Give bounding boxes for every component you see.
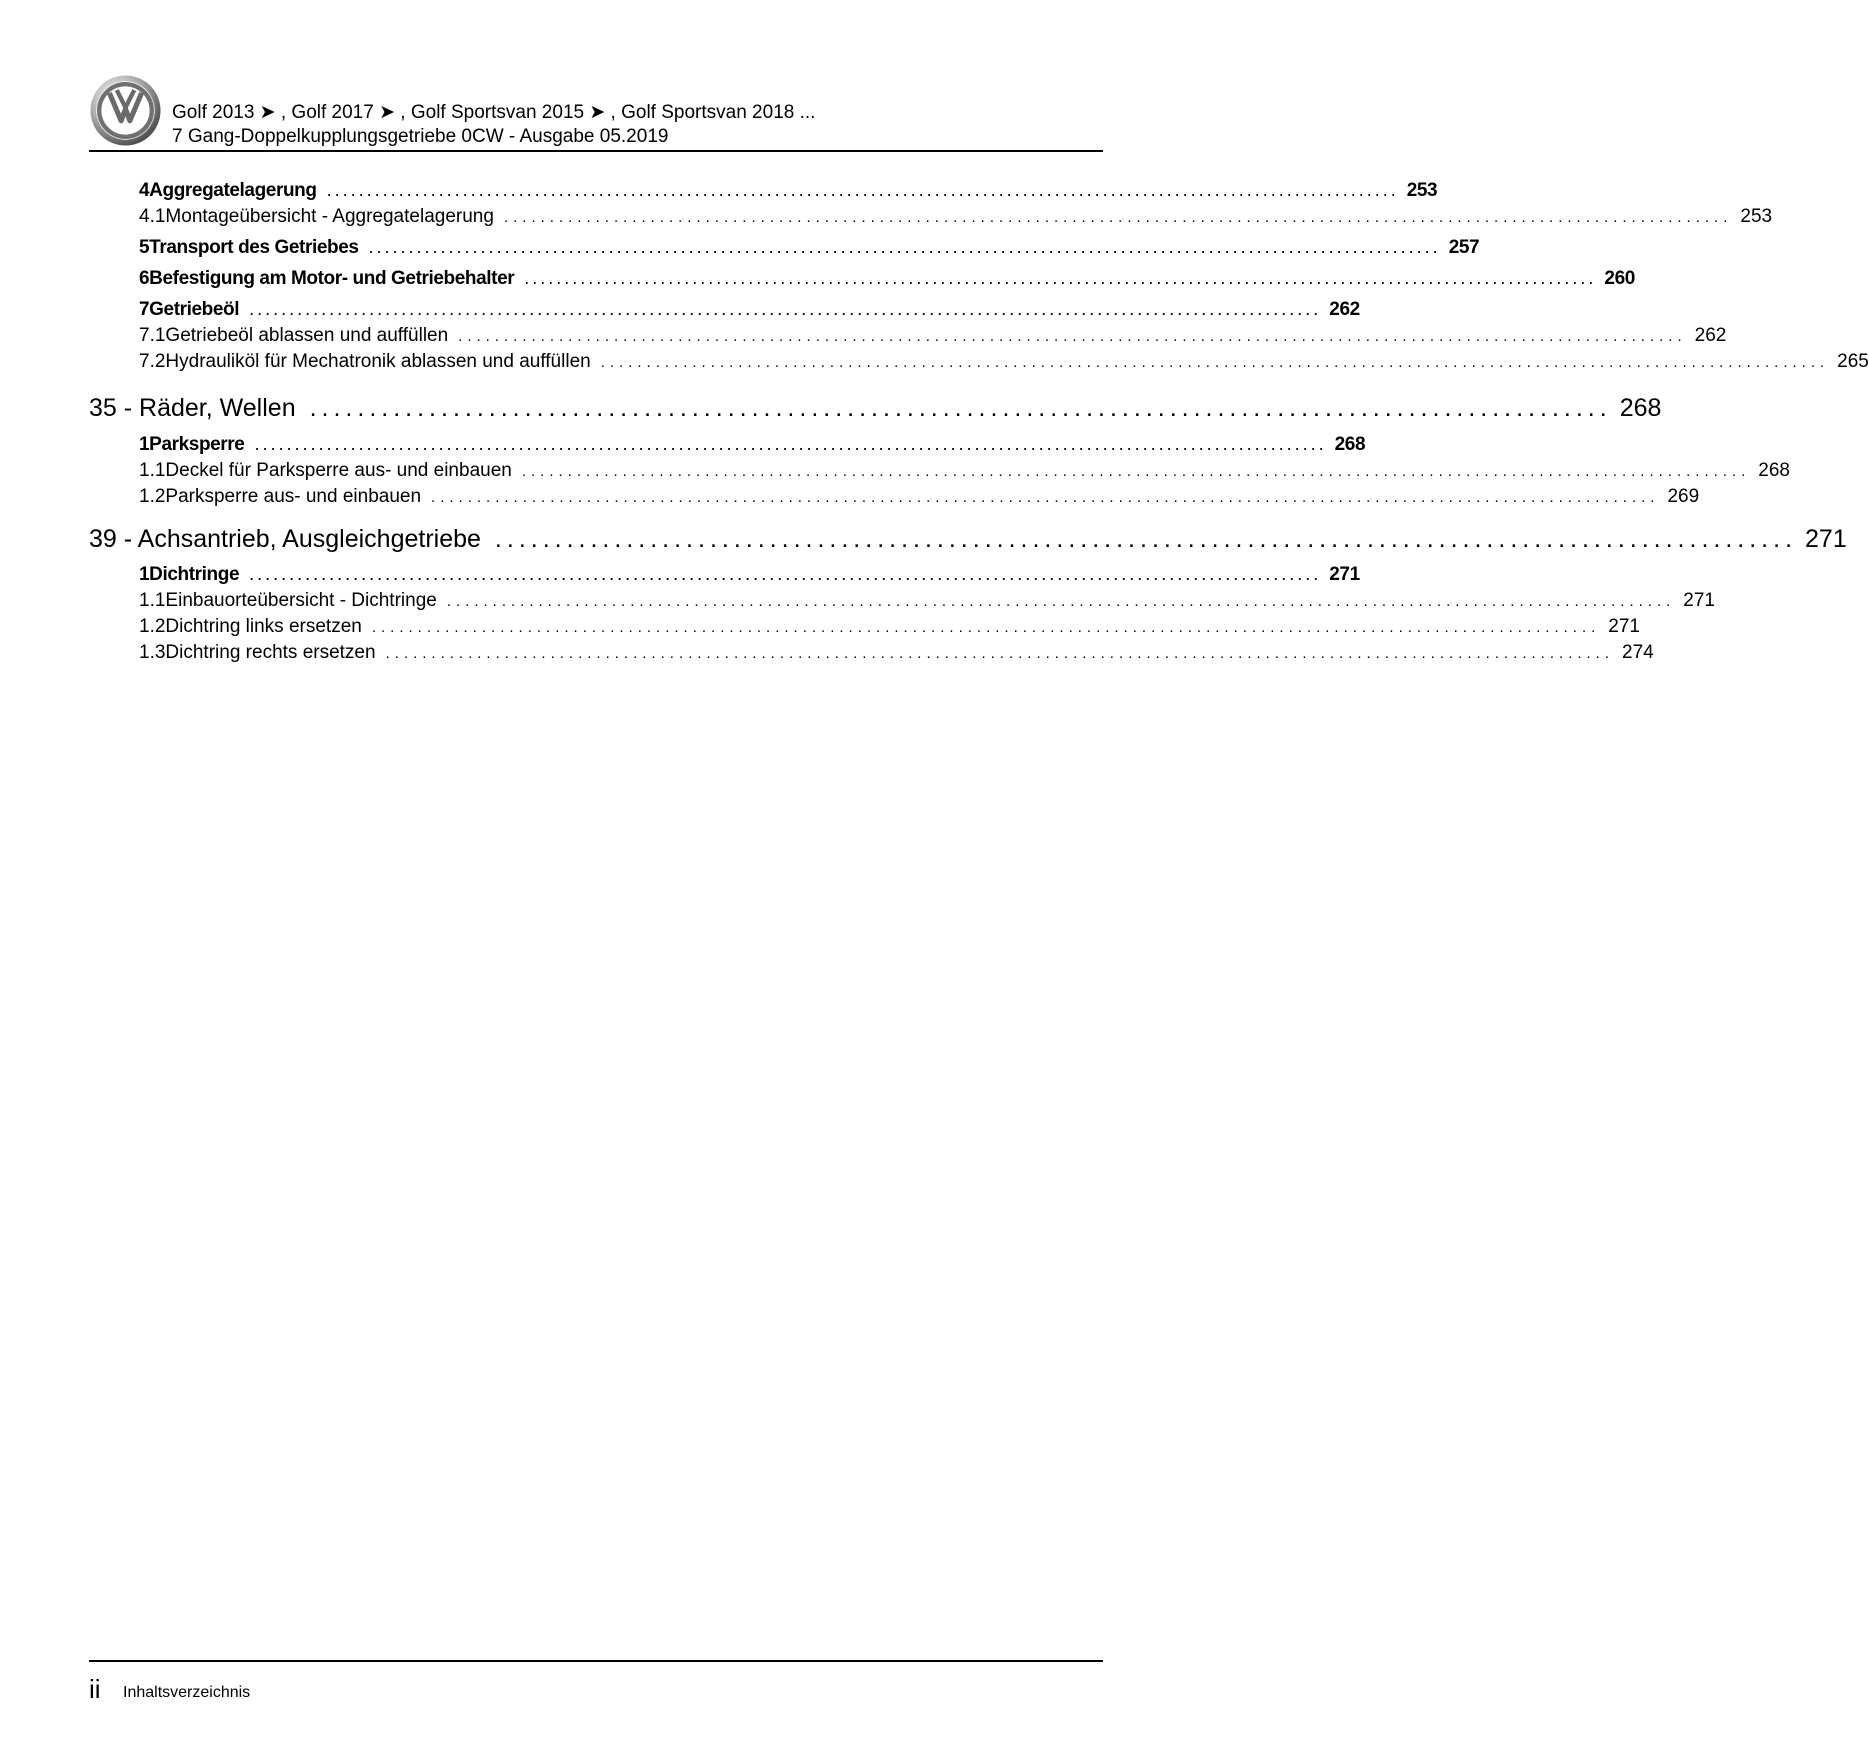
toc-chapter-title: 39 - Achsantrieb, Ausgleichgetriebe	[89, 525, 481, 553]
toc-entry[interactable]	[89, 206, 1773, 228]
dot-leader: ......................................................................................................................................	[431, 489, 1660, 506]
dot-leader: ......................................................................................................................................	[326, 180, 1399, 200]
dot-leader: ......................................................................................................................................	[521, 463, 1751, 480]
toc-entry[interactable]	[89, 460, 1790, 482]
toc-entry[interactable]	[89, 434, 1366, 456]
toc-entry[interactable]	[89, 616, 1640, 638]
toc-entry-page: 253	[1740, 206, 1773, 227]
toc-entry-number: 7.1	[139, 325, 166, 346]
dot-leader: ......................................................................................................................................	[600, 354, 1830, 371]
toc-entry[interactable]	[89, 642, 1654, 664]
toc-entry-number: 1.2	[139, 616, 166, 637]
toc-entry-title: Transport des Getriebes	[149, 237, 359, 258]
toc-entry[interactable]	[89, 180, 1438, 202]
dot-leader: ......................................................................................................................................	[385, 645, 1615, 662]
header-vehicle-models: Golf 2013 ➤ , Golf 2017 ➤ , Golf Sportsvan 2015 ➤ , Golf Sportsvan 2018 ...	[172, 102, 816, 123]
toc-entry-number: 1	[139, 434, 150, 455]
toc-entry-page: 257	[1448, 237, 1480, 258]
toc-entry-page: 271	[1329, 564, 1360, 585]
toc-entry[interactable]	[89, 564, 1360, 586]
toc-entry-number: 4	[139, 180, 150, 201]
toc-chapter[interactable]	[89, 525, 1847, 554]
toc-entry-title: Getriebeöl	[149, 299, 240, 320]
toc-entry[interactable]	[89, 351, 1869, 373]
toc-chapter-title: 35 - Räder, Wellen	[89, 394, 296, 422]
toc-entry-title: Parksperre aus- und einbauen	[165, 486, 422, 507]
toc-entry-number: 1.2	[139, 486, 166, 507]
toc-chapter[interactable]	[89, 394, 1662, 423]
toc-entry-title: Hydrauliköl für Mechatronik ablassen und auffüllen	[165, 351, 591, 372]
toc-entry[interactable]	[89, 299, 1360, 321]
toc-entry-title: Getriebeöl ablassen und auffüllen	[165, 325, 449, 346]
vw-logo-icon	[89, 74, 162, 147]
toc-entry[interactable]	[89, 325, 1727, 347]
toc-entry-page: 253	[1406, 180, 1438, 201]
dot-leader: ......................................................................................................................................	[371, 619, 1601, 636]
footer-section-label: Inhaltsverzeichnis	[123, 1684, 251, 1701]
toc-entry-title: Parksperre	[149, 434, 245, 455]
toc-entry-page: 268	[1758, 460, 1790, 481]
toc-entry-number: 1.1	[139, 590, 166, 611]
toc-entry-page: 262	[1694, 325, 1727, 346]
dot-leader: ......................................................................................................................................	[503, 209, 1733, 226]
toc-entry-number: 7	[139, 299, 150, 320]
dot-leader: ......................................................................................................................................	[446, 593, 1676, 610]
toc-entry-title: Aggregatelagerung	[149, 180, 317, 201]
toc-entry-title: Dichtring rechts ersetzen	[165, 642, 376, 663]
dot-leader: .............................................................................................................	[494, 525, 1798, 553]
dot-leader: ......................................................................................................................................	[249, 299, 1322, 319]
dot-leader: ......................................................................................................................................	[249, 564, 1322, 584]
dot-leader: ......................................................................................................................................	[524, 268, 1597, 288]
toc-chapter-page: 271	[1805, 525, 1847, 553]
toc-entry-number: 5	[139, 237, 150, 258]
dot-leader: ......................................................................................................................................	[458, 328, 1687, 345]
dot-leader: .............................................................................................................	[309, 394, 1612, 422]
toc-entry-page: 260	[1604, 268, 1635, 289]
toc-entry-number: 4.1	[139, 206, 166, 227]
dot-leader: ......................................................................................................................................	[254, 434, 1327, 454]
toc-chapter-page: 268	[1619, 394, 1662, 422]
toc-entry-title: Befestigung am Motor- und Getriebehalter	[149, 268, 515, 289]
toc-entry-page: 271	[1683, 590, 1715, 611]
toc-entry-title: Montageübersicht - Aggregatelagerung	[165, 206, 494, 227]
toc-entry-title: Dichtring links ersetzen	[165, 616, 362, 637]
toc-entry-page: 268	[1334, 434, 1366, 455]
toc-entry[interactable]	[89, 486, 1700, 508]
toc-entry-number: 1	[139, 564, 150, 585]
toc-entry-title: Dichtringe	[149, 564, 240, 585]
footer-page-number: ii	[89, 1674, 101, 1704]
toc-entry-page: 274	[1622, 642, 1654, 663]
toc-entry[interactable]	[89, 237, 1480, 259]
toc-entry-page: 262	[1329, 299, 1360, 320]
toc-entry-page: 265	[1837, 351, 1869, 372]
toc-entry-title: Einbauorteübersicht - Dichtringe	[165, 590, 437, 611]
toc-entry[interactable]	[89, 268, 1635, 290]
header-manual-title: 7 Gang-Doppelkupplungsgetriebe 0CW - Ausgabe 05.2019	[172, 126, 669, 147]
toc-entry[interactable]	[89, 590, 1715, 612]
toc-entry-title: Deckel für Parksperre aus- und einbauen	[165, 460, 512, 481]
toc-entry-number: 1.3	[139, 642, 166, 663]
footer-divider	[89, 1660, 1103, 1662]
toc-entry-number: 1.1	[139, 460, 166, 481]
header-divider	[89, 150, 1103, 152]
dot-leader: ......................................................................................................................................	[368, 237, 1441, 257]
toc-entry-number: 7.2	[139, 351, 166, 372]
toc-entry-page: 271	[1608, 616, 1640, 637]
toc-entry-page: 269	[1667, 486, 1700, 507]
toc-entry-number: 6	[139, 268, 150, 289]
